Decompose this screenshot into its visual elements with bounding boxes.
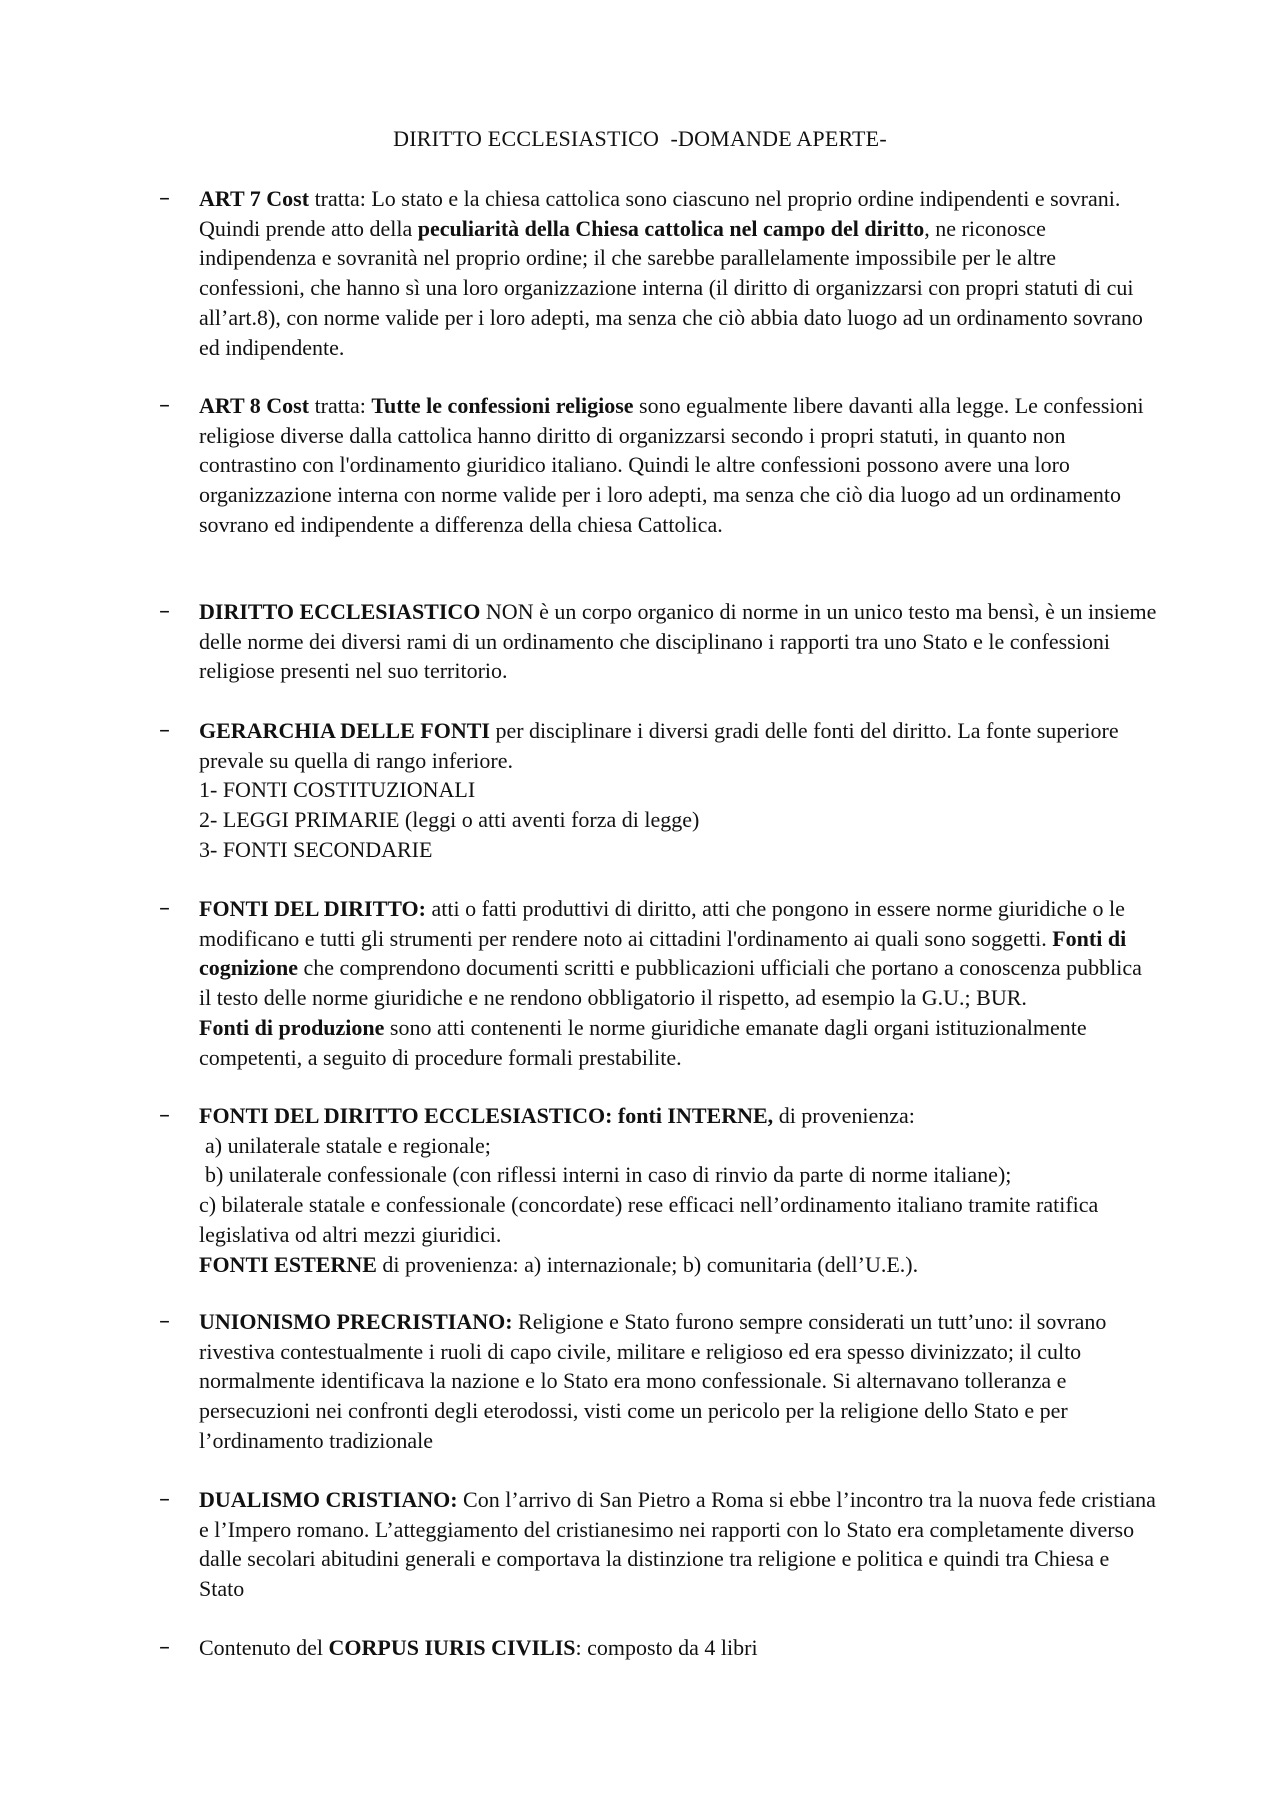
bullet-dash: – — [159, 1309, 170, 1334]
item-label: DIRITTO ECCLESIASTICO — [199, 599, 481, 624]
item-text: ART 7 Cost tratta: Lo stato e la chiesa cattolica sono ciascuno nel proprio ordine indipendenti e sovrani. Quindi prende atto della peculiarità della Chiesa cattolica nel campo del diritto, ne riconosce indipendenza e sovranità nel proprio ordine; il che sarebbe parallelamente impossibile per le altre confessioni, che hanno sì una loro organizzazione interna (il diritto di organizzarsi con propri statuti di cui all’art.8), con norme valide per i loro adepti, ma senza che ciò abbia dato luogo ad un ordinamento sovrano ed indipendente. — [199, 186, 1143, 360]
hierarchy-level-3: 3- FONTI SECONDARIE — [199, 836, 433, 862]
item-text: FONTI DEL DIRITTO: atti o fatti produttivi di diritto, atti che pongono in essere norme giuridiche o le modificano e tutti gli strumenti per rendere noto ai cittadini l'ordinamento ai quali sono soggetti. Fonti di cognizione che comprendono documenti scritti e pubblicazioni ufficiali che portano a conoscenza pubblica il testo delle norme giuridiche e ne rendono obbligatorio il rispetto, ad esempio la G.U.; BUR. Fonti di produzione sono atti contenenti le norme giuridiche emanate dagli organi istituzionalmente competenti, a seguito di procedure formali prestabilite. — [199, 896, 1142, 1070]
item-text: Contenuto del CORPUS IURIS CIVILIS: composto da 4 libri — [199, 1635, 758, 1660]
bullet-dash: – — [159, 599, 170, 624]
bullet-dash: – — [159, 393, 170, 418]
sub-item-a: a) unilaterale statale e regionale; — [205, 1132, 491, 1158]
item-label: ART 7 Cost — [199, 186, 310, 211]
item-label: FONTI DEL DIRITTO ECCLESIASTICO: fonti INTERNE, — [199, 1103, 774, 1128]
item-text: UNIONISMO PRECRISTIANO: Religione e Stato furono sempre considerati un tutt’uno: il sovrano rivestiva contestualmente i ruoli di capo civile, militare e religioso ed era spesso divinizzato; il culto normalmente identificava la nazione e lo Stato era mono confessionale. Si alternavano tolleranza e persecuzioni nei confronti degli eterodossi, visti come un pericolo per la religione dello Stato e per l’ordinamento tradizionale — [199, 1309, 1107, 1453]
bullet-dash: – — [159, 896, 170, 921]
hierarchy-level-2: 2- LEGGI PRIMARIE (leggi o atti aventi forza di legge) — [199, 807, 700, 833]
document-title: DIRITTO ECCLESIASTICO -DOMANDE APERTE- — [393, 126, 887, 151]
bullet-dash: – — [159, 1635, 170, 1660]
item-label: DUALISMO CRISTIANO: — [199, 1487, 458, 1512]
item-text: ART 8 Cost tratta: Tutte le confessioni religiose sono egualmente libere davanti alla legge. Le confessioni religiose diverse dalla cattolica hanno diritto di organizzarsi secondo i propri statuti, in quanto non contrastino con l'ordinamento giuridico italiano. Quindi le altre confessioni possono avere una loro organizzazione interna con norme valide per i loro adepti, ma senza che ciò dia luogo ad un ordinamento sovrano ed indipendente a differenza della chiesa Cattolica. — [199, 393, 1144, 537]
item-label: FONTI DEL DIRITTO: — [199, 896, 426, 921]
bullet-dash: – — [159, 718, 170, 743]
item-text: DIRITTO ECCLESIASTICO NON è un corpo organico di norme in un unico testo ma bensì, è un insieme delle norme dei diversi rami di un ordinamento che disciplinano i rapporti tra uno Stato e le confessioni religiose presenti nel suo territorio. — [199, 599, 1157, 684]
item-label: CORPUS IURIS CIVILIS — [328, 1635, 576, 1660]
bullet-dash: – — [159, 1487, 170, 1512]
item-label: GERARCHIA DELLE FONTI — [199, 718, 490, 743]
hierarchy-level-1: 1- FONTI COSTITUZIONALI — [199, 777, 476, 803]
item-text: DUALISMO CRISTIANO: Con l’arrivo di San Pietro a Roma si ebbe l’incontro tra la nuova fede cristiana e l’Impero romano. L’atteggiamento del cristianesimo nei rapporti con lo Stato era completamente diverso dalle secolari abitudini generali e comportava la distinzione tra religione e politica e quindi tra Chiesa e Stato — [199, 1487, 1156, 1602]
item-text: FONTI DEL DIRITTO ECCLESIASTICO: fonti INTERNE, di provenienza: a) unilaterale statale e regionale; b) unilaterale confessionale (con riflessi interni in caso di rinvio da parte di norme italiane); c) bilaterale statale e confessionale (concordate) rese efficaci nell’ordinamento italiano tramite ratifica legislativa od altri mezzi giuridici. FONTI ESTERNE di provenienza: a) internazionale; b) comunitaria (dell’U.E.). — [199, 1101, 1159, 1279]
bullet-dash: – — [159, 1103, 170, 1128]
sub-item-b: b) unilaterale confessionale (con riflessi interni in caso di rinvio da parte di norme italiane); — [205, 1162, 1012, 1188]
item-label: UNIONISMO PRECRISTIANO: — [199, 1309, 513, 1334]
item-text: GERARCHIA DELLE FONTI per disciplinare i diversi gradi delle fonti del diritto. La fonte superiore prevale su quella di rango inferiore. 1- FONTI COSTITUZIONALI 2- LEGGI PRIMARIE (leggi o atti aventi forza di legge) 3- FONTI SECONDARIE — [199, 716, 1159, 865]
sub-item-c: c) bilaterale statale e confessionale (concordate) rese efficaci nell’ordinamento italiano tramite ratifica legislativa od altri mezzi giuridici. — [199, 1192, 1099, 1247]
item-label: ART 8 Cost — [199, 393, 310, 418]
bullet-dash: – — [159, 186, 170, 211]
